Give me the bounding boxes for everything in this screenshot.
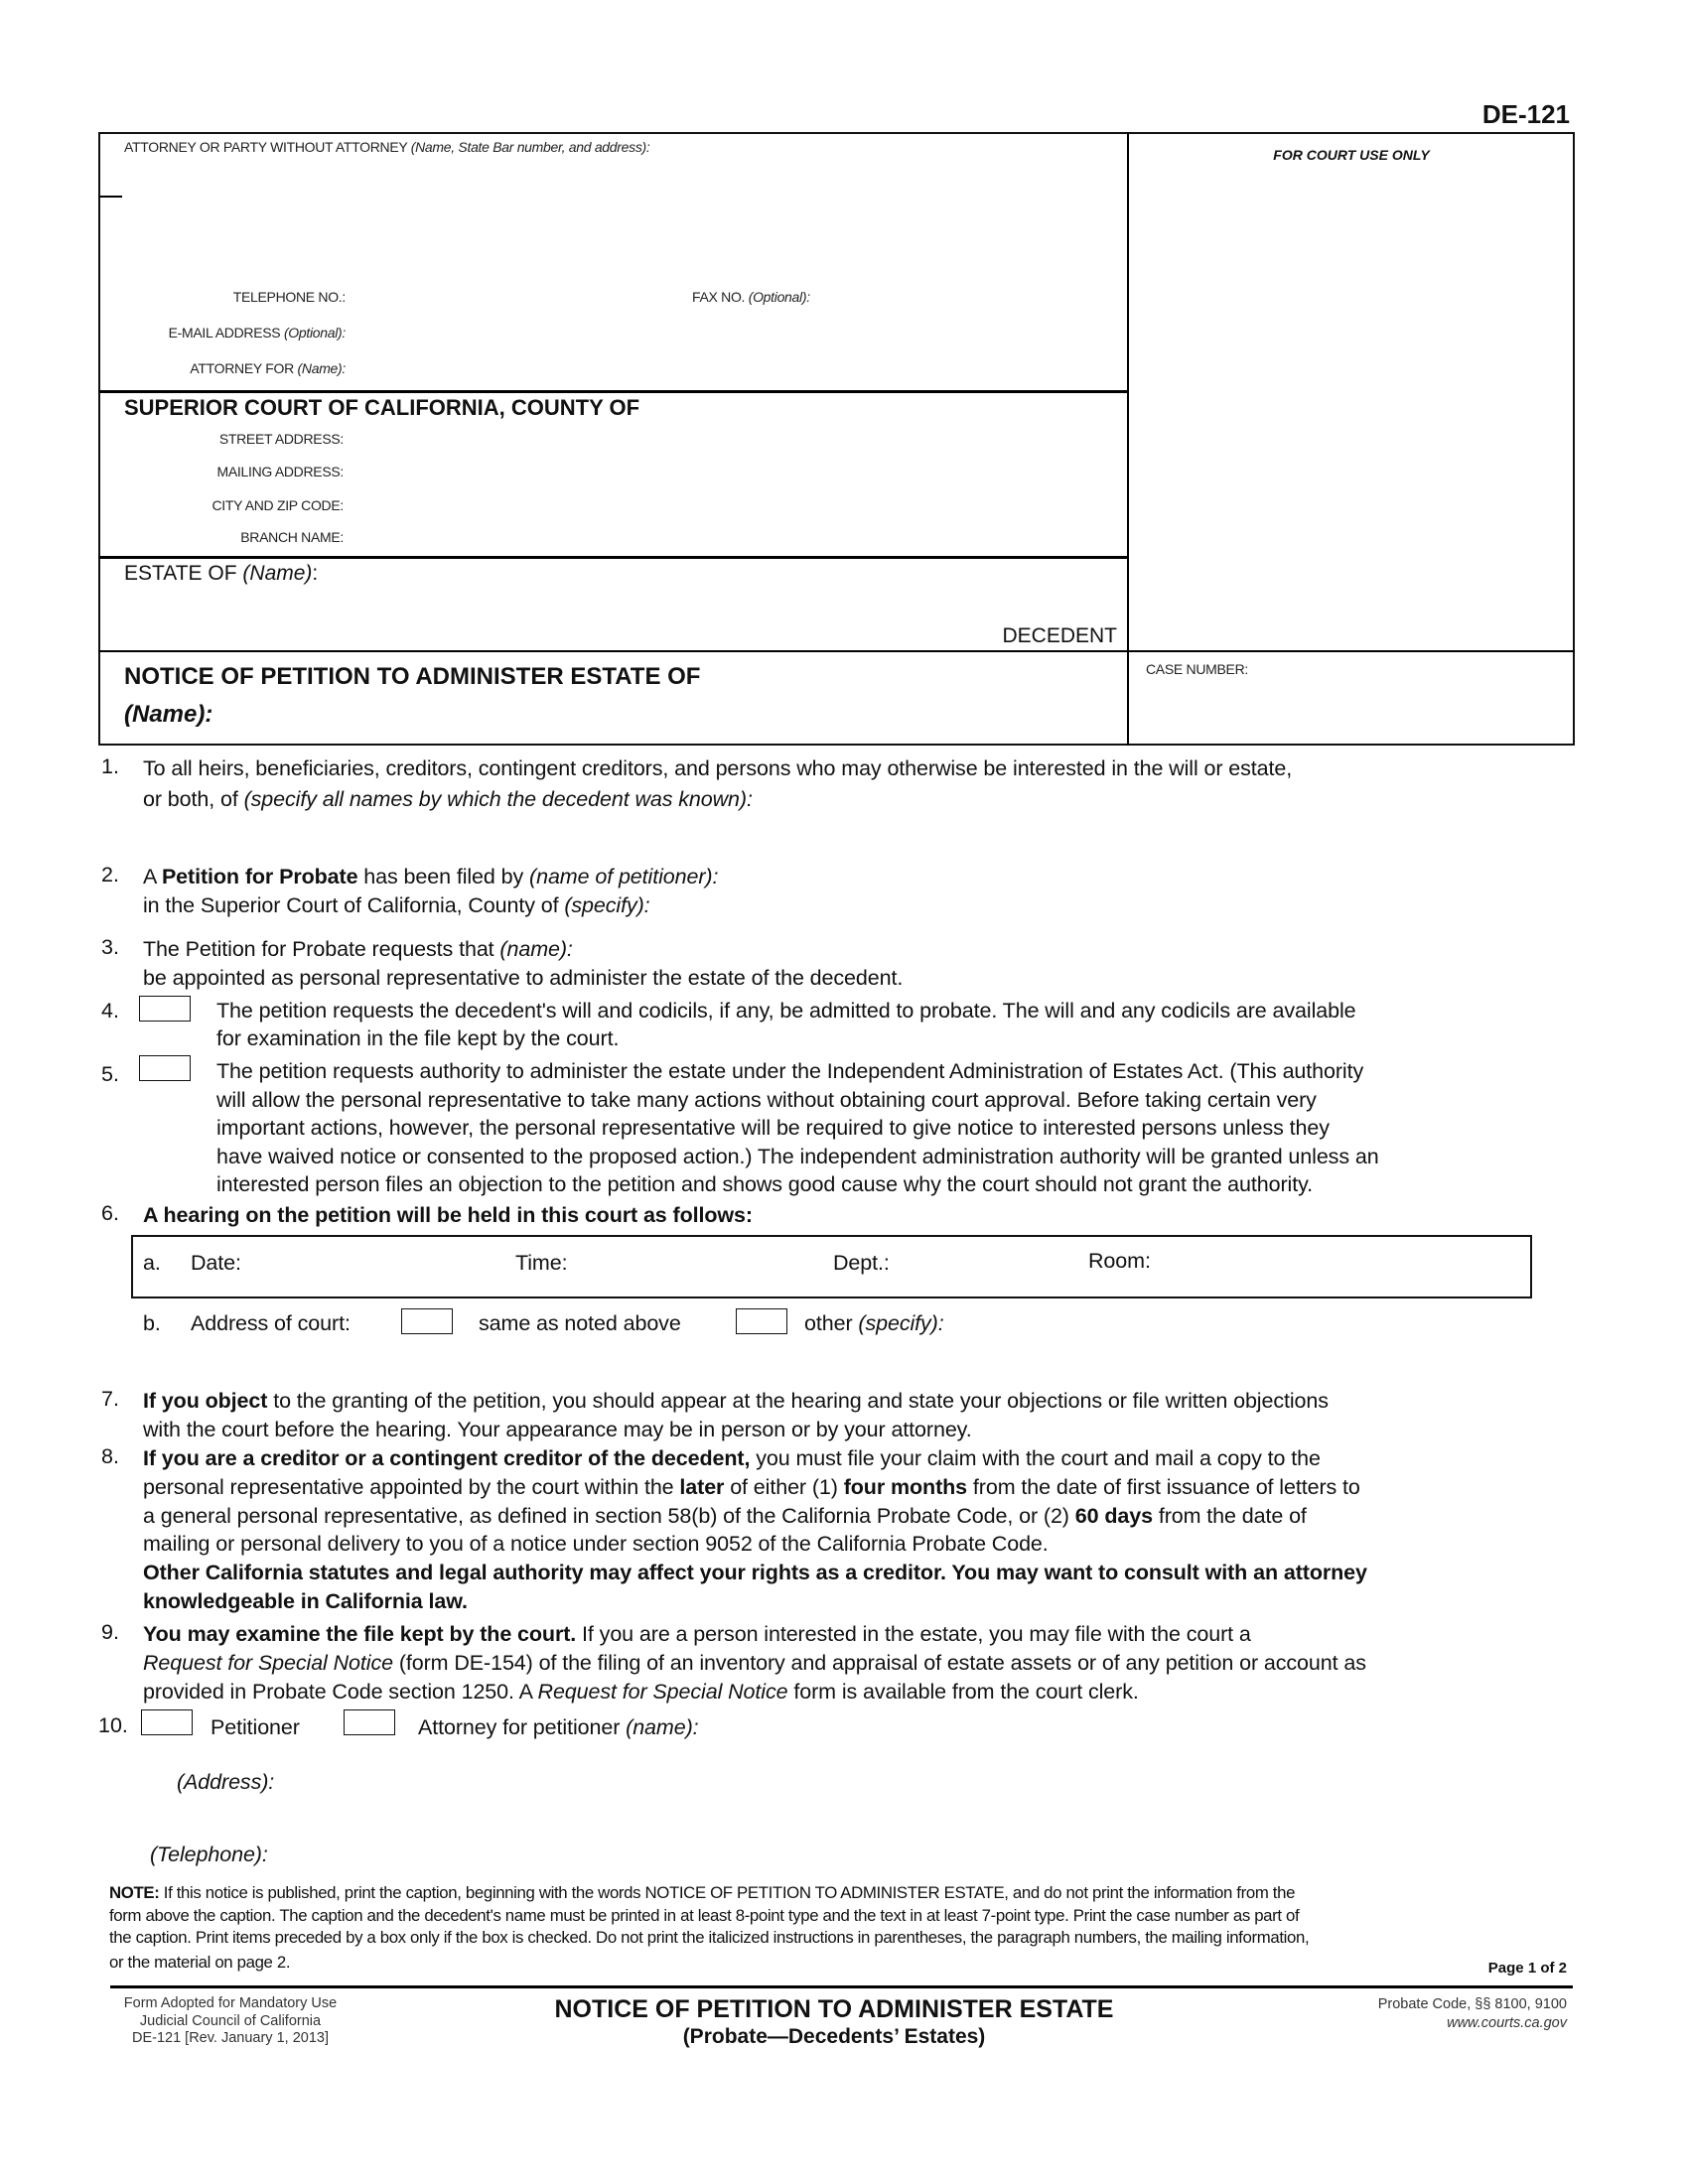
email-label <box>169 325 346 341</box>
text-segment: Other California statutes and legal authority may affect your rights as a creditor. You may want to consult with an attorney <box>143 1561 1367 1585</box>
court-use-only-label: FOR COURT USE ONLY <box>1273 147 1430 163</box>
text-segment: The petition requests the decedent's will and codicils, if any, be admitted to probate. The will and any codicils are available <box>216 999 1356 1023</box>
street-address-label: STREET ADDRESS: <box>218 431 344 447</box>
item-number: 6. <box>101 1201 119 1225</box>
item-6-text <box>143 1201 753 1230</box>
hearing-dept-label: Dept.: <box>833 1251 890 1275</box>
text-line <box>143 1387 1329 1416</box>
text-segment: has been filed by <box>357 865 530 888</box>
text-line <box>143 1678 1366 1706</box>
text-segment: knowledgeable in California law. <box>143 1588 468 1613</box>
hearing-box <box>131 1235 1532 1298</box>
text-segment: If you are a person interested in the estate, you may file with the court a <box>576 1622 1251 1646</box>
text-segment: (Name, State Bar number, and address): <box>410 139 650 155</box>
footer-revision: DE-121 [Rev. January 1, 2013] <box>131 2030 329 2046</box>
text-segment: later <box>679 1474 725 1499</box>
attorney-checkbox[interactable] <box>344 1709 395 1735</box>
mailing-address-label: MAILING ADDRESS: <box>216 464 344 479</box>
city-zip-label: CITY AND ZIP CODE: <box>211 497 344 513</box>
text-segment: provided in Probate Code section 1250. A <box>143 1679 538 1704</box>
text-line <box>143 1444 1367 1473</box>
court-title: SUPERIOR COURT OF CALIFORNIA, COUNTY OF <box>124 395 640 420</box>
text-segment: (Optional): <box>283 325 346 341</box>
text-segment: FAX NO. <box>692 289 749 305</box>
text-line <box>216 1114 1379 1143</box>
decedent-label: DECEDENT <box>1002 624 1117 647</box>
hearing-date-label: Date: <box>191 1251 241 1275</box>
item-number: 2. <box>101 863 119 887</box>
text-line <box>109 1905 1309 1928</box>
footer-subtitle: (Probate—Decedents’ Estates) <box>682 2025 986 2048</box>
text-segment: form is available from the court clerk. <box>787 1679 1139 1704</box>
text-segment: ATTORNEY FOR <box>190 360 298 376</box>
text-segment: in the Superior Court of California, County of <box>143 892 565 917</box>
text-segment: or both, of <box>143 786 244 811</box>
case-number-label: CASE NUMBER: <box>1146 661 1248 677</box>
address-of-court-label: Address of court: <box>191 1311 351 1335</box>
telephone-label: (Telephone): <box>150 1843 268 1866</box>
item-number: 3. <box>101 935 119 959</box>
form-id: DE-121 <box>1481 99 1570 129</box>
text-segment: with the court before the hearing. Your appearance may be in person or by your attorney. <box>143 1417 972 1441</box>
text-line <box>143 1530 1367 1559</box>
text-segment: mailing or personal delivery to you of a notice under section 9052 of the California Probate Code. <box>143 1532 1049 1557</box>
hearing-room-label: Room: <box>1088 1249 1151 1273</box>
text-segment: of either (1) <box>724 1474 844 1499</box>
text-segment: (Name): <box>297 360 346 376</box>
branch-name-label: BRANCH NAME: <box>240 529 344 545</box>
text-line <box>109 1952 1309 1975</box>
footer-right <box>1378 1995 1567 2033</box>
other-address-checkbox[interactable] <box>736 1308 787 1334</box>
divider <box>98 556 1128 559</box>
hearing-b-label: b. <box>143 1311 161 1335</box>
footer-left <box>101 1995 359 2048</box>
text-segment: 60 days <box>1074 1503 1153 1528</box>
text-segment: A <box>143 865 162 888</box>
text-segment: to the granting of the petition, you should appear at the hearing and state your objections or file written objections <box>267 1389 1329 1413</box>
text-segment: important actions, however, the personal representative will be required to give notice to interested persons unless they <box>216 1116 1330 1140</box>
text-line <box>109 1927 1309 1950</box>
divider <box>98 390 1128 393</box>
fax-label <box>692 289 810 305</box>
same-as-above-checkbox[interactable] <box>401 1308 453 1334</box>
text-segment: interested person files an objection to the petition and shows good cause why the court should not grant the authority. <box>216 1172 1314 1196</box>
footer-probate-code: Probate Code, §§ 8100, 9100 <box>1377 1996 1567 2012</box>
text-segment: (name of petitioner): <box>529 865 719 888</box>
text-segment: you must file your claim with the court and mail a copy to the <box>750 1446 1321 1470</box>
text-line <box>216 1086 1379 1115</box>
text-segment: If you object <box>143 1389 268 1413</box>
text-segment: : <box>312 562 319 585</box>
form-title: NOTICE OF PETITION TO ADMINISTER ESTATE OF <box>124 663 701 690</box>
text-line <box>143 1559 1367 1587</box>
text-line <box>143 1649 1366 1678</box>
footer-adopted: Form Adopted for Mandatory Use <box>123 1995 338 2011</box>
text-segment: (specify all names by which the decedent was known): <box>243 786 753 811</box>
text-line <box>143 754 1292 783</box>
text-line <box>143 1416 1329 1444</box>
text-segment: You may examine the file kept by the court. <box>143 1622 577 1646</box>
text-line <box>143 863 718 891</box>
text-line <box>143 1502 1367 1531</box>
text-segment: from the date of <box>1152 1503 1307 1528</box>
petitioner-label: Petitioner <box>211 1715 300 1739</box>
item-8-text <box>143 1444 1367 1616</box>
attorney-for-label <box>190 360 346 376</box>
telephone-label: TELEPHONE NO.: <box>232 289 346 305</box>
text-segment: (specify): <box>564 892 650 917</box>
text-line <box>216 1170 1379 1199</box>
text-line <box>143 1620 1366 1649</box>
text-line <box>109 1882 1309 1905</box>
text-segment: (Optional): <box>748 289 810 305</box>
item-number: 5. <box>101 1062 119 1086</box>
text-segment: Request for Special Notice <box>537 1679 788 1704</box>
text-segment: Request for Special Notice <box>143 1650 393 1675</box>
address-label: (Address): <box>177 1770 275 1794</box>
item-5-text <box>216 1057 1379 1199</box>
text-segment: If this notice is published, print the caption, beginning with the words NOTICE OF PETITION TO ADMINISTER ESTATE, and do not print the information from the <box>159 1883 1296 1902</box>
text-segment: other <box>804 1311 859 1335</box>
text-segment: ESTATE OF <box>124 562 243 585</box>
item-3-text <box>143 935 903 993</box>
text-segment: A hearing on the petition will be held in this court as follows: <box>143 1203 753 1227</box>
text-segment: personal representative appointed by the court within the <box>143 1474 680 1499</box>
item-number: 10. <box>98 1713 128 1737</box>
tick-mark <box>98 196 122 198</box>
text-segment: (name): <box>499 937 573 961</box>
text-segment: the caption. Print items preceded by a box only if the box is checked. Do not print the italicized instructions in parentheses, the paragraph numbers, the mailing information, <box>109 1928 1310 1947</box>
attorney-label <box>124 139 649 155</box>
divider <box>98 650 1575 652</box>
text-line <box>143 964 903 993</box>
item-number: 9. <box>101 1620 119 1644</box>
footer-council: Judicial Council of California <box>139 2012 322 2029</box>
text-segment: (Name) <box>242 562 313 585</box>
text-segment: Attorney for petitioner <box>418 1715 627 1739</box>
item-4-checkbox[interactable] <box>139 996 191 1022</box>
text-segment: or the material on page 2. <box>109 1952 291 1972</box>
hearing-a-label: a. <box>143 1251 161 1275</box>
text-line <box>216 1024 1356 1052</box>
petitioner-checkbox[interactable] <box>141 1709 193 1735</box>
text-segment: (specify): <box>858 1311 944 1335</box>
item-number: 1. <box>101 754 119 778</box>
same-as-above-label: same as noted above <box>479 1311 681 1335</box>
publication-note <box>109 1882 1309 1974</box>
text-line <box>143 935 903 964</box>
other-address-label <box>804 1309 944 1338</box>
text-segment: The petition requests authority to administer the estate under the Independent Administration of Estates Act. (This authority <box>216 1059 1364 1083</box>
footer-title: NOTICE OF PETITION TO ADMINISTER ESTATE <box>554 1995 1114 2023</box>
text-segment: Petition for Probate <box>161 865 358 888</box>
item-9-text <box>143 1620 1366 1706</box>
text-segment: NOTE: <box>109 1883 160 1902</box>
text-segment: form above the caption. The caption and the decedent's name must be printed in at least 8-point type and the text in at least 7-point type. Print the case number as part of <box>109 1905 1300 1925</box>
caption-divider <box>1127 132 1129 746</box>
text-line <box>216 1057 1379 1086</box>
item-2-text <box>143 863 718 920</box>
item-number: 8. <box>101 1444 119 1468</box>
item-1-text <box>143 754 1292 814</box>
text-segment: To all heirs, beneficiaries, creditors, contingent creditors, and persons who may otherwise be interested in the will or estate, <box>143 756 1293 780</box>
item-4-text <box>216 997 1356 1052</box>
text-segment: ATTORNEY OR PARTY WITHOUT ATTORNEY <box>124 139 411 155</box>
text-segment: be appointed as personal representative to administer the estate of the decedent. <box>143 965 904 990</box>
item-5-checkbox[interactable] <box>139 1055 191 1081</box>
text-segment: (form DE-154) of the filing of an inventory and appraisal of estate assets or of any petition or account as <box>392 1650 1366 1675</box>
text-segment: (name): <box>626 1715 699 1739</box>
text-segment: If you are a creditor or a contingent creditor of the decedent, <box>143 1446 751 1470</box>
text-segment: a general personal representative, as defined in section 58(b) of the California Probate Code, or (2) <box>143 1503 1075 1528</box>
text-line <box>143 1201 753 1230</box>
footer-website-link[interactable]: www.courts.ca.gov <box>1447 2015 1567 2031</box>
item-number: 4. <box>101 999 119 1023</box>
hearing-time-label: Time: <box>515 1251 568 1275</box>
estate-of-label <box>124 562 318 586</box>
item-7-text <box>143 1387 1329 1444</box>
text-segment: E-MAIL ADDRESS <box>168 325 284 341</box>
text-segment: from the date of first issuance of letters to <box>967 1474 1360 1499</box>
text-segment: will allow the personal representative to take many actions without obtaining court approval. Before taking certain very <box>216 1087 1317 1112</box>
text-segment: four months <box>843 1474 968 1499</box>
page-number: Page 1 of 2 <box>1487 1960 1567 1977</box>
text-line <box>143 891 718 920</box>
text-segment: have waived notice or consented to the proposed action.) The independent administration authority will be granted unless an <box>216 1144 1379 1168</box>
text-line <box>216 997 1356 1024</box>
text-line <box>216 1143 1379 1171</box>
text-line <box>143 1473 1367 1502</box>
item-number: 7. <box>101 1387 119 1411</box>
footer-rule <box>110 1985 1573 1988</box>
form-title-name: (Name): <box>124 701 213 728</box>
text-segment: The Petition for Probate requests that <box>143 937 500 961</box>
attorney-for-petitioner-label <box>418 1713 699 1742</box>
text-line <box>143 1587 1367 1616</box>
text-segment: for examination in the file kept by the court. <box>216 1026 620 1050</box>
text-line <box>143 785 1292 814</box>
footer-title-block <box>437 1995 1231 2049</box>
